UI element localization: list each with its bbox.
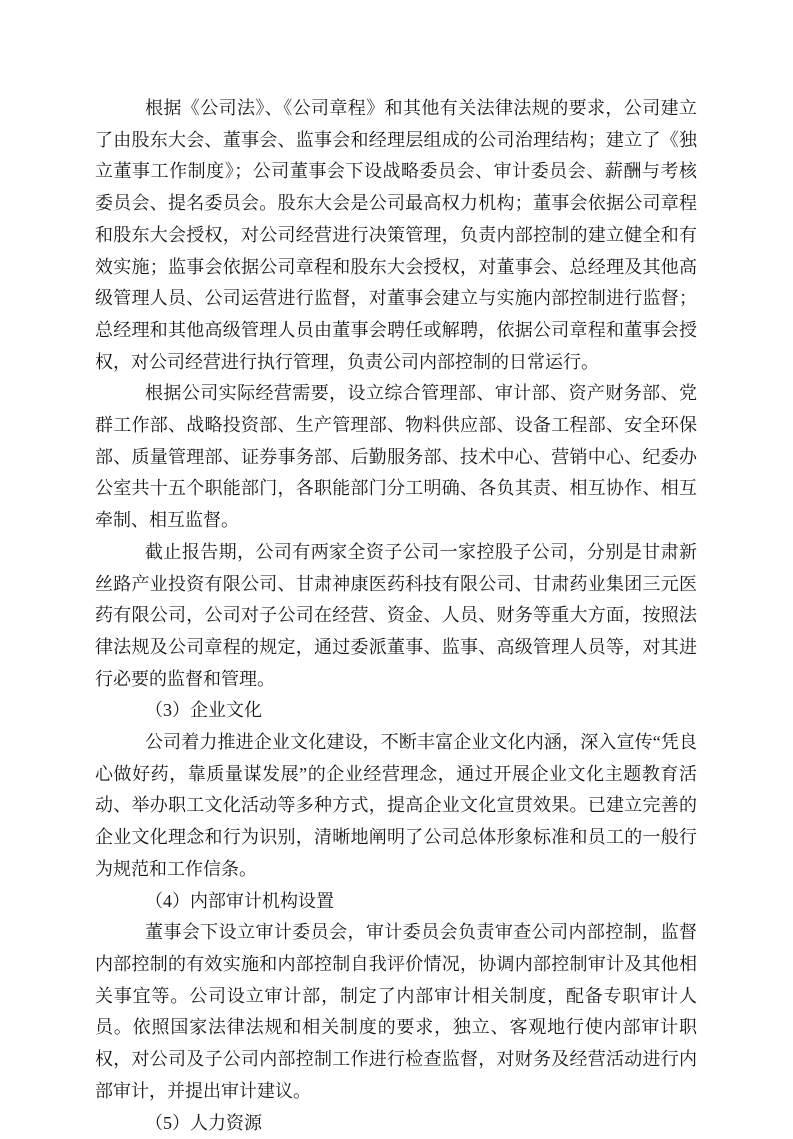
paragraph-internal-audit: 董事会下设立审计委员会，审计委员会负责审查公司内部控制，监督内部控制的有效实施和内部控制自我评价情况，协调内部控制审计及其他相关事宜等。公司设立审计部，制定了内部审计相关制度，配备专职审计人员。依照国家法律法规和相关制度的要求，独立、客观地行使内部审计职权，对公司及子公司内部控制工作进行检查监督，对财务及经营活动进行内部审计，并提出审计建议。 <box>95 917 697 1107</box>
section-heading-internal-audit-setup: （4）内部审计机构设置 <box>95 886 697 918</box>
paragraph-corporate-governance: 根据《公司法》、《公司章程》和其他有关法律法规的要求，公司建立了由股东大会、董事会、监事会和经理层组成的公司治理结构；建立了《独立董事工作制度》；公司董事会下设战略委员会、审计委员会、薪酬与考核委员会、提名委员会。股东大会是公司最高权力机构；董事会依据公司章程和股东大会授权，对公司经营进行决策管理，负责内部控制的建立健全和有效实施；监事会依据公司章程和股东大会授权，对董事会、总经理及其他高级管理人员、公司运营进行监督，对董事会建立与实施内部控制进行监督；总经理和其他高级管理人员由董事会聘任或解聘，依据公司章程和董事会授权，对公司经营进行执行管理，负责公司内部控制的日常运行。 <box>95 93 697 378</box>
document-text-block <box>95 93 697 1139</box>
paragraph-corporate-culture: 公司着力推进企业文化建设，不断丰富企业文化内涵，深入宣传“凭良心做好药，靠质量谋发展”的企业经营理念，通过开展企业文化主题教育活动、举办职工文化活动等多种方式，提高企业文化宣贯效果。已建立完善的企业文化理念和行为识别，清晰地阐明了公司总体形象标准和员工的一般行为规范和工作信条。 <box>95 727 697 886</box>
section-heading-corporate-culture: （3）企业文化 <box>95 695 697 727</box>
paragraph-subsidiaries: 截止报告期，公司有两家全资子公司一家控股子公司，分别是甘肃新丝路产业投资有限公司、甘肃神康医药科技有限公司、甘肃药业集团三元医药有限公司，公司对子公司在经营、资金、人员、财务等重大方面，按照法律法规及公司章程的规定，通过委派董事、监事、高级管理人员等，对其进行必要的监督和管理。 <box>95 537 697 696</box>
paragraph-functional-departments: 根据公司实际经营需要，设立综合管理部、审计部、资产财务部、党群工作部、战略投资部、生产管理部、物料供应部、设备工程部、安全环保部、质量管理部、证券事务部、后勤服务部、技术中心、营销中心、纪委办公室共十五个职能部门，各职能部门分工明确、各负其责、相互协作、相互牵制、相互监督。 <box>95 378 697 537</box>
section-heading-human-resources: （5）人力资源 <box>95 1108 697 1139</box>
